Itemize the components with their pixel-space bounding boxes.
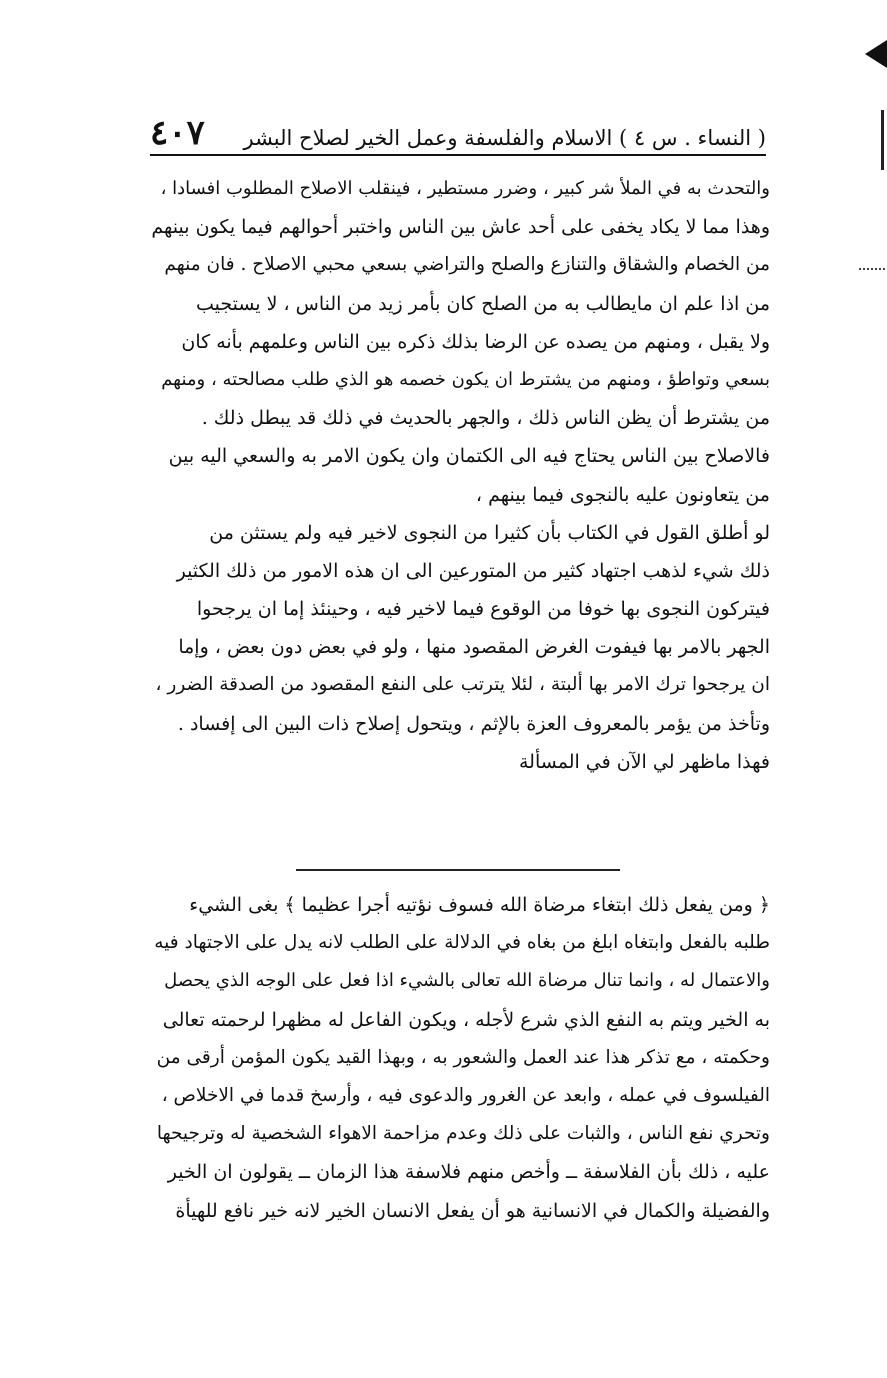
text-line: الجهر بالامر بها فيفوت الغرض المقصود منها ، ولو في بعض دون بعض ، وإما	[178, 636, 770, 659]
body-text-bottom	[150, 886, 770, 1230]
page-edge-line	[881, 110, 884, 170]
text-line: به الخير ويتم به النفع الذي شرع لأجله ، ويكون الفاعل له مظهرا لرحمته تعالى	[162, 1008, 770, 1031]
text-line: ولا يقبل ، ومنهم من يصده عن الرضا بذلك ذكره بين الناس وعلمهم بأنه كان	[181, 330, 770, 353]
text-line: ﴿ ومن يفعل ذلك ابتغاء مرضاة الله فسوف نؤتيه أجرا عظيما ﴾ بغى الشيء	[189, 894, 770, 916]
text-line: لو أطلق القول في الكتاب بأن كثيرا من النجوى لاخير فيه ولم يستثن من	[209, 521, 770, 544]
text-line: من الخصام والشقاق والتنازع والصلح والتراضي بسعي محبي الاصلاح . فان منهم	[164, 254, 770, 276]
running-header	[150, 100, 766, 153]
text-line: طلبه بالفعل وابتغاه ابلغ من بغاه في الدلالة على الطلب لانه يدل على الاجتهاد فيه	[154, 932, 770, 954]
text-line: فيتركون النجوى بها خوفا من الوقوع فيما لاخير فيه ، وحينئذ إما ان يرجحوا	[196, 598, 770, 621]
text-line: بسعي وتواطؤ ، ومنهم من يشترط ان يكون خصمه هو الذي طلب مصالحته ، ومنهم	[161, 368, 770, 390]
text-line: فهذا ماظهر لي الآن في المسألة	[519, 750, 770, 773]
text-line: والتحدث به في الملأ شر كبير ، وضرر مستطير ، فينقلب الاصلاح المطلوب افسادا ،	[160, 178, 770, 199]
text-line: وحكمته ، مع تذكر هذا عند العمل والشعور به ، وبهذا القيد يكون المؤمن أرقى من	[156, 1046, 770, 1068]
text-line: من يشترط أن يظن الناس ذلك ، والجهر بالحديث في ذلك قد يبطل ذلك .	[201, 407, 770, 430]
text-line: ان يرجحوا ترك الامر بها ألبتة ، لئلا يترتب على النفع المقصود من الصدقة الضرر ،	[155, 674, 770, 696]
text-line: عليه ، ذلك بأن الفلاسفة ــ وأخص منهم فلاسفة هذا الزمان ــ يقولون ان الخير	[167, 1161, 770, 1184]
text-line: الفيلسوف في عمله ، وابعد عن الغرور والدعوى فيه ، وأرسخ قدما في الاخلاص ،	[161, 1084, 770, 1106]
header-rule	[150, 154, 766, 156]
text-line: والاعتمال له ، وانما تنال مرضاة الله تعالى بالشيء اذا فعل على الوجه الذي يحصل	[164, 970, 770, 992]
text-line: من يتعاونون عليه بالنجوى فيما بينهم ،	[475, 483, 770, 506]
header-title: ( النساء . س ٤ ) الاسلام والفلسفة وعمل الخير لصلاح البشر	[243, 126, 766, 150]
body-text-top	[150, 170, 770, 781]
text-line: ذلك شيء لذهب اجتهاد كثير من المتورعين الى ان هذه الامور من ذلك الكثير	[176, 559, 770, 582]
text-line: وتأخذ من يؤمر بالمعروف العزة بالإثم ، ويتحول إصلاح ذات البين الى إفساد .	[177, 712, 770, 735]
text-line: والفضيلة والكمال في الانسانية هو أن يفعل الانسان الخير لانه خير نافع للهيأة	[175, 1199, 770, 1222]
page-edge-mark	[865, 40, 887, 68]
page-number: ٤٠٧	[150, 113, 205, 153]
text-line: وتحري نفع الناس ، والثبات على ذلك وعدم مزاحمة الاهواء الشخصية له وترجيحها	[156, 1123, 770, 1145]
text-line: فالاصلاح بين الناس يحتاج فيه الى الكتمان وان يكون الامر به والسعي اليه بين	[168, 445, 770, 468]
text-line: وهذا مما لا يكاد يخفى على أحد عاش بين الناس واختبر أحوالهم فيما يكون بينهم	[151, 216, 770, 239]
section-separator	[296, 869, 620, 871]
page-edge-dots	[859, 268, 885, 272]
text-line: من اذا علم ان مايطالب به من الصلح كان بأمر زيد من الناس ، لا يستجيب	[195, 292, 770, 315]
